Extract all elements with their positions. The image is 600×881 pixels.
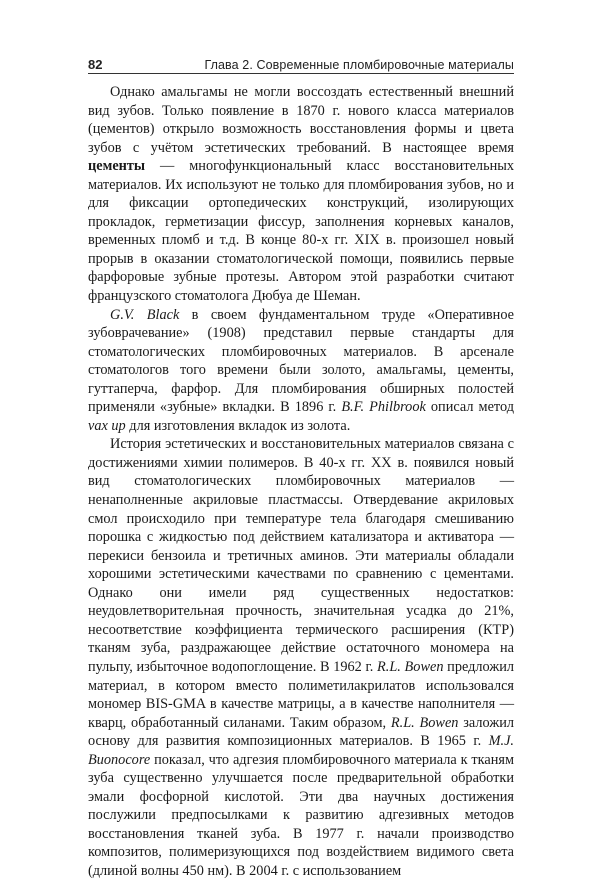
- italic-name: R.L. Bowen: [390, 714, 459, 731]
- chapter-title: Глава 2. Современные пломбировочные материалы: [204, 58, 514, 72]
- text-run: в своем фундаментальном труде «Оперативное зубоврачевание» (1908) представил первые стандарты для стоматологических пломбировочных материалов. В арсенале стоматологов того времени были золото, амальгамы, цементы, гуттаперча, фарфор. Для пломбирования обширных полостей применяли «зубные» вкладки. В 1896 г.: [88, 306, 514, 416]
- page-number: 82: [88, 57, 103, 72]
- running-header: [88, 52, 514, 72]
- bold-term: цементы: [88, 158, 146, 175]
- text-run: для изготовления вкладок из золота.: [125, 417, 351, 434]
- paragraph: [88, 435, 514, 880]
- paragraph: [88, 83, 514, 306]
- text-run: показал, что адгезия пломбировочного материала к тканям зуба существенно улучшается после предварительной обработки эмали фосфорной кислотой. Эти два научных достижения послужили предпосылками к развитию адгезивных методов восстановления тканей зуба. В 1977 г. начали производство композитов, полимеризующихся под воздействием видимого света (длиной волны 450 нм). В 2004 г. с использованием: [88, 751, 514, 879]
- text-run: описал метод: [425, 399, 515, 416]
- body-text: [88, 83, 514, 881]
- italic-name: R.L. Bowen: [377, 658, 444, 675]
- header-rule: [88, 73, 514, 74]
- text-run: Однако амальгамы не могли воссоздать естественный внешний вид зубов. Только появление в 1870 г. нового класса материалов (цементов) открыло возможность восстановления формы и цвета зубов с учётом эстетических требований. В настоящее время: [88, 84, 514, 156]
- italic-name: vax up: [88, 417, 126, 434]
- text-run: — многофункциональный класс восстановительных материалов. Их используют не только для пломбирования зубов, но и для фиксации ортопедических конструкций, изолирующих прокладок, герметизации фиссур, заполнения корневых каналов, временных пломб и т.д. В конце 80-х гг. XIX в. произошел новый прорыв в оказании стоматологической помощи, появились первые фарфоровые зубные протезы. Автором этой разработки считают французского стоматолога Дюбуа де Шеман.: [88, 158, 514, 305]
- italic-name: B.F. Philbrook: [341, 399, 426, 416]
- paragraph: [88, 306, 514, 436]
- italic-name: G.V. Black: [110, 306, 180, 323]
- text-run: История эстетических и восстановительных материалов связана с достижениями химии полимеров. В 40-х гг. XX в. появился новый вид стоматологических пломбировочных материалов — ненаполненные акриловые пластмассы. Отвердевание акриловых смол происходило при температуре тела благодаря смешиванию порошка с жидкостью под действием катализатора и активатора — перекиси бензоила и третичных аминов. Эти материалы обладали хорошими эстетическими качествами по сравнению с цементами. Однако они имели ряд существенных недостатков: неудовлетворительная прочность, значительная усадка до 21%, несоответствие коэффициента термического расширения (КТР) тканям зуба, раздражающее действие остаточного мономера на пульпу, избыточное водопоглощение. В 1962 г.: [88, 436, 514, 675]
- text-run: заложил основу для развития композиционных материалов. В 1965 г.: [88, 714, 514, 750]
- italic-name: M.J. Buonocore: [88, 733, 514, 768]
- text-run: предложил материал, в котором вместо полиметилакрилатов использовался мономер BIS-GMA в качестве матрицы, а в качестве наполнителя — кварц, обработанный силанами. Таким образом,: [88, 658, 514, 731]
